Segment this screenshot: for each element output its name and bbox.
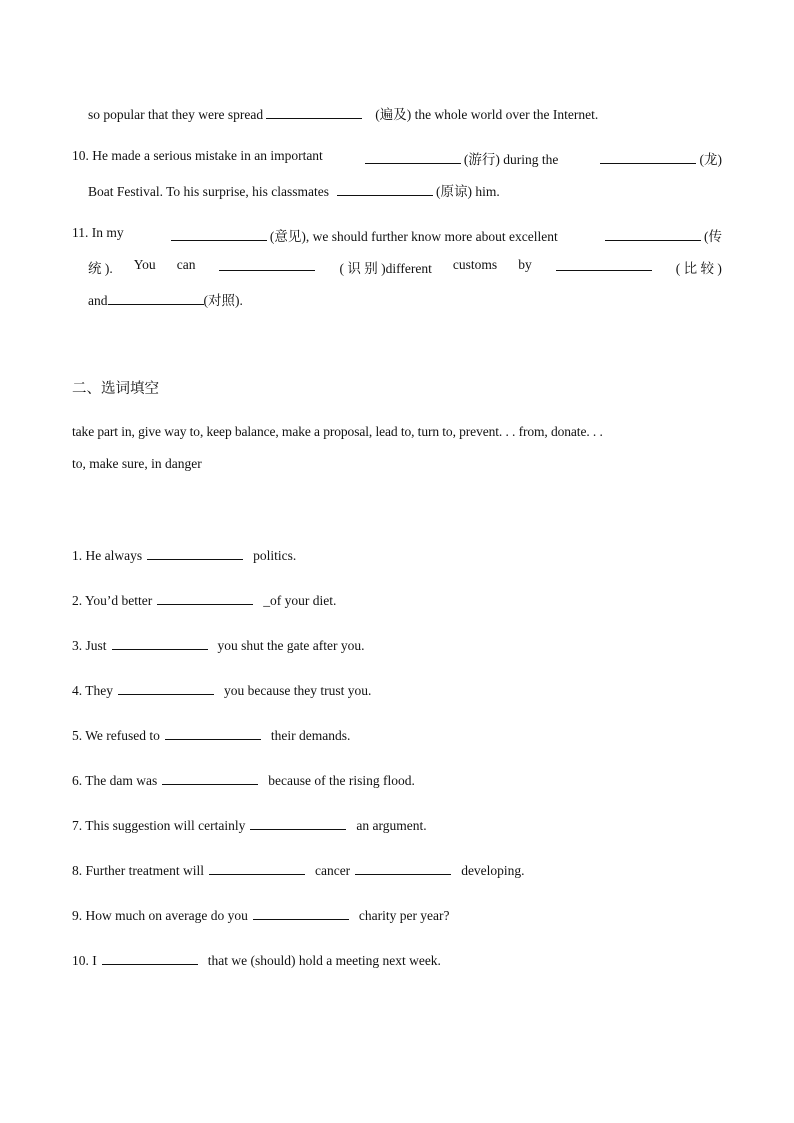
word-bank-line-2: to, make sure, in danger bbox=[72, 456, 202, 471]
question-number: 8. bbox=[72, 863, 83, 878]
question-text: Further treatment will bbox=[85, 863, 204, 878]
q9-continuation: so popular that they were spread (遍及) the whole world over the Internet. bbox=[88, 107, 599, 122]
question-text: politics. bbox=[253, 548, 297, 563]
answer-blank[interactable] bbox=[147, 546, 243, 560]
question-row bbox=[72, 591, 336, 609]
question-11-line-1: 11. In my (意见), we should further know more about excellent (传 bbox=[72, 225, 722, 244]
question-text: Just bbox=[85, 638, 107, 653]
section-heading: 二、选词填空 bbox=[72, 381, 159, 397]
question-11-line-2: 统 ). You can ( 识 别 )different customs by ( 比 较 ) bbox=[88, 257, 722, 276]
answer-blank[interactable] bbox=[165, 726, 261, 740]
answer-blank[interactable] bbox=[556, 257, 652, 271]
question-11-line-3: and (对照). bbox=[88, 293, 243, 308]
question-text: We refused to bbox=[85, 728, 160, 743]
answer-blank[interactable] bbox=[219, 257, 315, 271]
question-number: 3. bbox=[72, 638, 83, 653]
question-row bbox=[72, 636, 364, 654]
answer-blank[interactable] bbox=[102, 951, 198, 965]
answer-blank[interactable] bbox=[157, 591, 253, 605]
question-10-line-2: Boat Festival. To his surprise, his classmates (原谅) him. bbox=[88, 184, 500, 199]
question-text: This suggestion will certainly bbox=[85, 818, 246, 833]
question-row bbox=[72, 951, 441, 969]
question-text: you shut the gate after you. bbox=[217, 638, 365, 653]
question-text: I bbox=[92, 953, 97, 968]
question-10-line-1: 10. He made a serious mistake in an important (游行) during the (龙) bbox=[72, 148, 722, 167]
question-row bbox=[72, 816, 427, 834]
answer-blank[interactable] bbox=[171, 227, 267, 241]
question-text: cancer bbox=[314, 863, 351, 878]
word-bank-line-1: take part in, give way to, keep balance, make a proposal, lead to, turn to, prevent. . . from, donate. . . bbox=[72, 424, 603, 439]
question-text: _of your diet. bbox=[263, 593, 337, 608]
question-number: 4. bbox=[72, 683, 83, 698]
answer-blank[interactable] bbox=[250, 816, 346, 830]
question-text: The dam was bbox=[85, 773, 158, 788]
question-row bbox=[72, 906, 450, 924]
question-number: 9. bbox=[72, 908, 83, 923]
question-text: He always bbox=[85, 548, 143, 563]
question-row bbox=[72, 546, 296, 564]
question-number: 6. bbox=[72, 773, 83, 788]
question-text: their demands. bbox=[270, 728, 351, 743]
question-text: They bbox=[85, 683, 114, 698]
answer-blank[interactable] bbox=[600, 150, 696, 164]
question-row bbox=[72, 726, 350, 744]
question-text: you because they trust you. bbox=[224, 683, 372, 698]
question-number: 1. bbox=[72, 548, 83, 563]
question-text: that we (should) hold a meeting next week. bbox=[207, 953, 441, 968]
answer-blank[interactable] bbox=[355, 861, 451, 875]
question-number: 10. bbox=[72, 953, 89, 968]
question-row bbox=[72, 861, 525, 879]
answer-blank[interactable] bbox=[209, 861, 305, 875]
answer-blank[interactable] bbox=[108, 291, 204, 305]
answer-blank[interactable] bbox=[337, 182, 433, 196]
question-row bbox=[72, 681, 371, 699]
question-number: 2. bbox=[72, 593, 83, 608]
answer-blank[interactable] bbox=[365, 150, 461, 164]
question-text: How much on average do you bbox=[85, 908, 248, 923]
answer-blank[interactable] bbox=[118, 681, 214, 695]
answer-blank[interactable] bbox=[162, 771, 258, 785]
question-text: an argument. bbox=[356, 818, 427, 833]
question-text: because of the rising flood. bbox=[268, 773, 415, 788]
question-number: 5. bbox=[72, 728, 83, 743]
question-number: 7. bbox=[72, 818, 83, 833]
question-text: developing. bbox=[461, 863, 525, 878]
answer-blank[interactable] bbox=[266, 105, 362, 119]
answer-blank[interactable] bbox=[605, 227, 701, 241]
question-row bbox=[72, 771, 415, 789]
answer-blank[interactable] bbox=[253, 906, 349, 920]
question-text: You’d better bbox=[85, 593, 153, 608]
question-text: charity per year? bbox=[358, 908, 450, 923]
answer-blank[interactable] bbox=[112, 636, 208, 650]
